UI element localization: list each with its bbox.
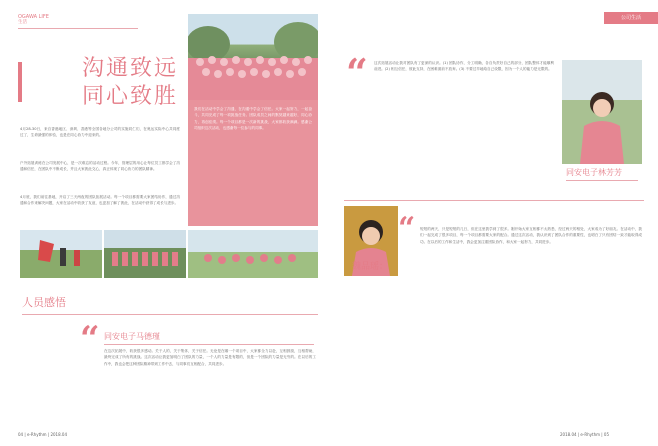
person2-name: 同安电子林芳芳 xyxy=(566,168,622,177)
article-title xyxy=(68,55,178,111)
people-section-divider xyxy=(22,314,318,315)
activity-photo-3-art xyxy=(188,230,318,278)
intro-paragraph-2: 户外拓展训练在公司发展中心，是一次难忘的活动过程。今年，管理层的用心让每位员工都学会了沟通和信任，在团队中不断成长，并且大家彼此交心，真正体现了同心协力的团队精神。 xyxy=(20,161,180,172)
person2-photo xyxy=(562,60,642,164)
person1-text: 在这次拓展中，收获很多感动。关于人的，关于集体，关于信任。无论是在哪一个项目中，大家都全力以赴，互相鼓励，互相帮助，最终完成了所有的挑战。这次活动让我更加明白了团队的力量，一个人的力量是有限的，但是一个团队的力量是无穷的。在以后的工作中，我也会把这种团队精神带到工作中去，与同事们互相配合，共同进步。 xyxy=(104,349,316,366)
quote-mark-3: “ xyxy=(398,211,416,246)
group-photo xyxy=(188,14,318,100)
activity-photo-1 xyxy=(20,230,102,278)
title-line-1: 沟通致远 xyxy=(81,56,178,81)
header-section-label xyxy=(18,14,49,26)
people-section-label: 人员感悟 xyxy=(22,296,66,309)
group-photo-art xyxy=(188,14,318,100)
quote-mark-1: “ xyxy=(80,319,100,359)
footer-left: 04 | e-Rhythm | 2018.04 xyxy=(18,432,67,437)
quote-mark-2: “ xyxy=(346,50,368,95)
person3-name: 魏品瑶： xyxy=(352,262,389,272)
right-tab-bar xyxy=(604,12,658,24)
right-tab-label: 公司生活 xyxy=(620,15,641,21)
person2-text: 这次拓展活动让我对团队有了更深的认识。(1) 团队协作，分工明确，各自负责好自己的部分，团队整体才能顺利前进。(2) 相互信任，彼此支持，在困难面前不放弃。(3) 不要过早地给自己设限，因为一个人的能力是无限的。 xyxy=(374,61,554,72)
person3-text: 短短的两天，只是短短的几日，但在这里我学到了很多。刚开始大家互相都不太熟悉，经过两天的相处，大家成为了好朋友。在活动中，我们一起完成了很多项目，每一个项目都需要大家的配合。通过这次活动，我认识到了团队合作的重要性，也明白了只有团结一致才能取得成功。在以后的工作和生活中，我会更加注重团队协作，和大家一起努力，共同进步。 xyxy=(420,227,642,244)
section-cn: 生活 xyxy=(18,20,27,25)
activity-photo-3 xyxy=(188,230,318,278)
intro-paragraph-3: 4月底，我们前往基地，开启了三天两夜的团队拓展活动。每一个项目都需要大家团结协作，通过沟通和合作来解决问题，大家在活动中收获了友谊，也更加了解了彼此，在活动中获得了成长与进步。 xyxy=(20,195,180,206)
header-divider xyxy=(18,28,138,29)
person1-divider xyxy=(104,344,314,345)
activity-photo-1-art xyxy=(20,230,102,278)
section-en: OGAWA LIFE xyxy=(18,14,49,20)
person2-divider xyxy=(566,180,638,181)
caption-text: 我们在活动中学会了沟通，在沟通中学会了信任。大家一起努力，一起奋斗，共同完成了每一项挑战任务。团队成员之间的默契越来越好，同心协力，再创佳绩。每一个项目都是一次新的挑战，大家都收获满满。感谢公司组织这次活动，也感谢每一位参与的同事。 xyxy=(194,107,312,130)
intro-paragraph-1: 4月28-30日，来自香港地区、深圳、香港等全国各地分公司的实施同仁们，在奥运实际中心共同度过了，生命最强的体验，也是在同心协力中迎来的。 xyxy=(20,127,180,138)
right-mid-divider xyxy=(344,200,644,201)
activity-photo-2 xyxy=(104,230,186,278)
caption-box xyxy=(188,100,318,226)
footer-right: 2018.04 | e-Rhythm | 05 xyxy=(560,432,609,437)
title-line-2: 同心致胜 xyxy=(81,84,178,109)
person1-name: 同安电子马德瑾 xyxy=(104,332,160,341)
person2-photo-art xyxy=(562,60,642,164)
title-accent-bar xyxy=(18,62,22,102)
activity-photo-2-art xyxy=(104,230,186,278)
